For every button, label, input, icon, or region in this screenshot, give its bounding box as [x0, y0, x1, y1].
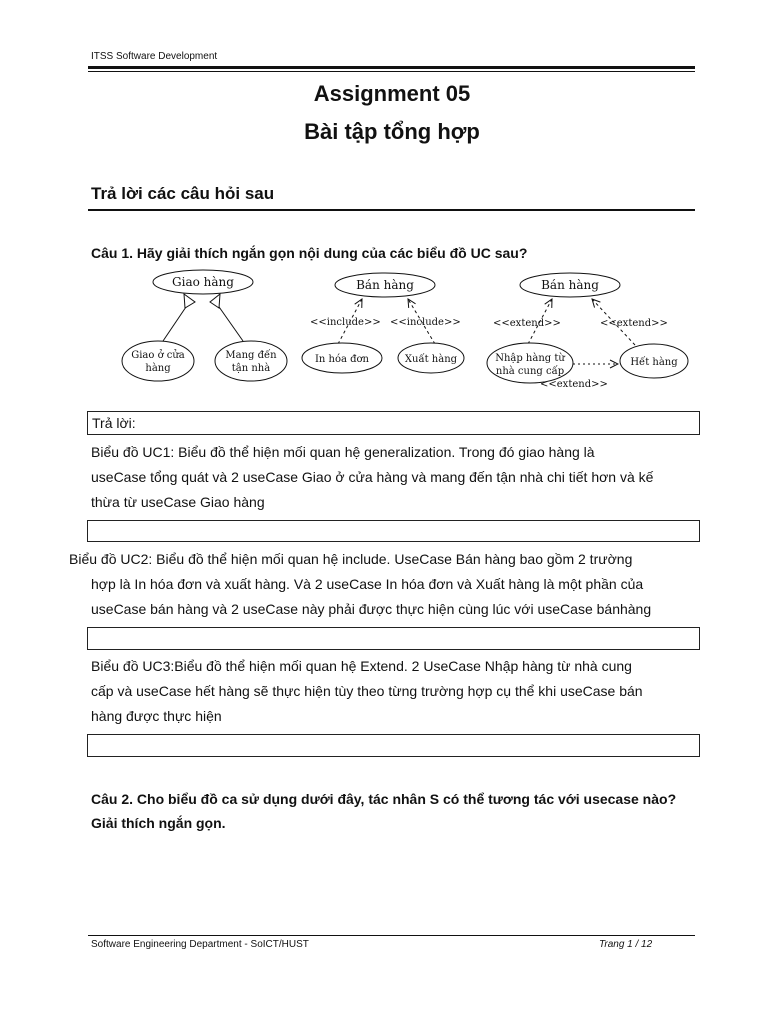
- usecase-label: In hóa đơn: [314, 354, 370, 365]
- uc-diagram-2: [302, 273, 464, 373]
- usecase-label: nhà cung cấp: [495, 366, 565, 377]
- generalization-arrow: [210, 294, 220, 308]
- uc-diagrams: [100, 266, 700, 396]
- usecase-label: Mang đến: [225, 350, 277, 361]
- section-rule: [88, 209, 695, 211]
- generalization-arrow: [184, 294, 195, 308]
- question-1: Câu 1. Hãy giải thích ngắn gọn nội dung của các biểu đồ UC sau?: [91, 245, 528, 261]
- usecase-label: Bán hàng: [356, 278, 414, 292]
- extend-label: <<extend>>: [540, 379, 608, 390]
- usecase-label: hàng: [145, 363, 171, 374]
- answer-line: hợp là In hóa đơn và xuất hàng. Và 2 useCase In hóa đơn và Xuất hàng là một phần của: [91, 576, 644, 592]
- answer-line: useCase tổng quát và 2 useCase Giao ở cửa hàng và mang đến tận nhà chi tiết hơn và kế: [91, 469, 654, 485]
- usecase-label: tận nhà: [231, 363, 271, 374]
- question-2: [91, 787, 676, 835]
- answer-uc2: [69, 547, 651, 622]
- uc-diagram-3: [487, 273, 688, 390]
- usecase-label: Bán hàng: [541, 278, 599, 292]
- extend-label: <<extend>>: [600, 318, 668, 329]
- answer-label-box[interactable]: [87, 411, 700, 435]
- include-label: <<include>>: [310, 317, 381, 328]
- page-number: Trang 1 / 12: [599, 939, 653, 950]
- usecase-label: Nhập hàng từ: [495, 353, 565, 364]
- header-rule-thin: [88, 71, 695, 72]
- answer-line: hàng được thực hiện: [91, 708, 222, 724]
- answer-box-2[interactable]: [87, 627, 700, 650]
- answer-uc1: [91, 440, 653, 515]
- answer-box-1[interactable]: [87, 520, 700, 542]
- section-heading: Trả lời các câu hỏi sau: [91, 184, 275, 203]
- question-2-line: Câu 2. Cho biểu đồ ca sử dụng dưới đây, tác nhân S có thể tương tác với usecase nào?: [91, 791, 677, 807]
- page-title: Assignment 05: [313, 81, 471, 106]
- usecase-label: Xuất hàng: [404, 354, 458, 365]
- extend-label: <<extend>>: [493, 318, 561, 329]
- usecase-label: Hết hàng: [630, 357, 678, 368]
- answer-line: thừa từ useCase Giao hàng: [91, 494, 265, 510]
- answer-line: Biểu đồ UC1: Biểu đồ thể hiện mối quan hệ generalization. Trong đó giao hàng là: [91, 444, 595, 460]
- page-subtitle: Bài tập tổng hợp: [304, 119, 480, 144]
- answer-line: cấp và useCase hết hàng sẽ thực hiện tùy theo từng trường hợp cụ thể khi useCase bán: [91, 683, 643, 699]
- answer-line: Biểu đồ UC3:Biểu đồ thể hiện mối quan hệ Extend. 2 UseCase Nhập hàng từ nhà cung: [91, 658, 632, 674]
- answer-line: useCase bán hàng và 2 useCase này phải được thực hiện cùng lúc với useCase bánhàng: [91, 601, 652, 617]
- header-rule-thick: [88, 66, 695, 69]
- answer-label: Trả lời:: [92, 415, 136, 431]
- question-2-line: Giải thích ngắn gọn.: [91, 815, 226, 831]
- usecase-giao-o-cua-hang: [122, 341, 194, 381]
- running-header: ITSS Software Development: [91, 51, 218, 62]
- include-label: <<include>>: [390, 317, 461, 328]
- usecase-label: Giao hàng: [172, 275, 234, 289]
- answer-line: Biểu đồ UC2: Biểu đồ thể hiện mối quan hệ include. UseCase Bán hàng bao gồm 2 trường: [69, 551, 633, 567]
- footer-department: Software Engineering Department - SoICT/HUST: [91, 939, 309, 950]
- answer-box-3[interactable]: [87, 734, 700, 757]
- uc-diagram-1: [122, 270, 287, 381]
- answer-uc3: [91, 654, 643, 729]
- generalization-line: [163, 304, 188, 341]
- generalization-line: [217, 304, 243, 341]
- footer-rule: [88, 935, 695, 936]
- usecase-mang-den-tan-nha: [215, 341, 287, 381]
- usecase-label: Giao ở cửa: [131, 350, 185, 361]
